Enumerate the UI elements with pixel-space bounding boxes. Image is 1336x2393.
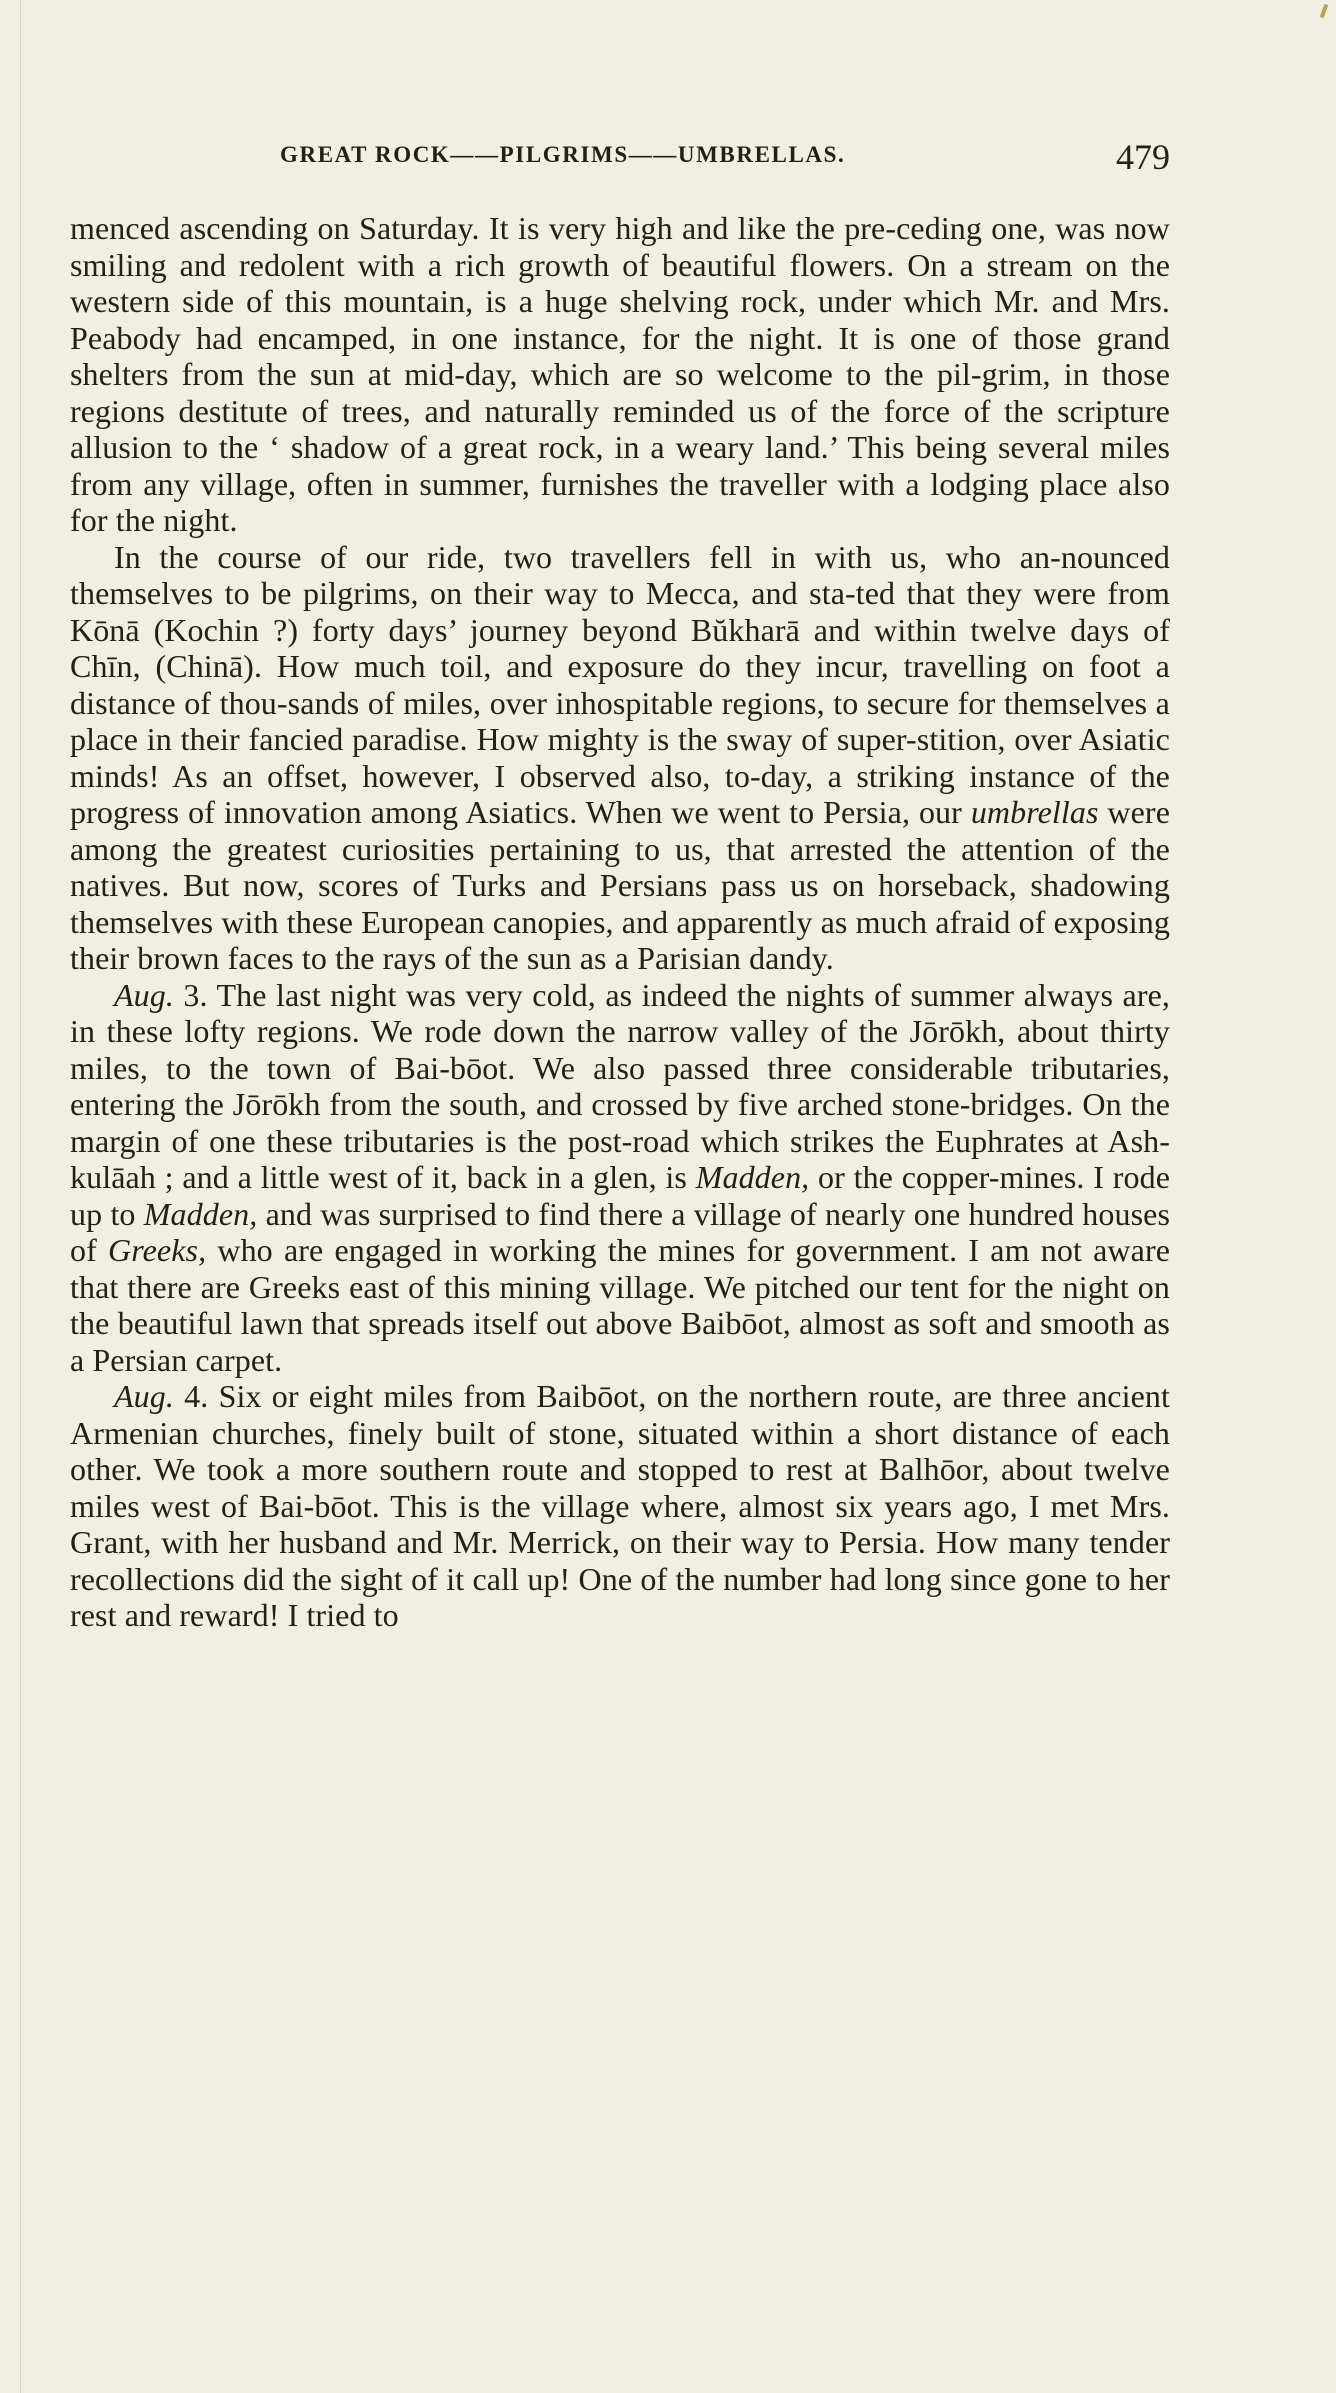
paragraph-2-text-b: were among the greatest curiosities pertaining to us, that arrested the attention of the natives. But now, scores of Turks and Persians pass us on horseback, shadowing themselves with these European canopies, and apparently as much afraid of exposing their brown faces to the rays of the sun as a Parisian dandy. [70,794,1170,976]
madden-italic-1: Madden, [695,1159,810,1195]
page-number: 479 [1116,137,1170,177]
running-title: GREAT ROCK——PILGRIMS——UMBRELLAS. [280,142,846,167]
madden-italic-2: Madden, [143,1195,258,1232]
umbrellas-italic: umbrellas [970,794,1099,830]
aug-3-text-a: 3. The last night was very cold, as indeed the nights of summer always are, in these lofty regions. We rode down the narrow valley of the Jōrōkh, about thirty miles, to the town of Bai-bōot. We also passed three considerable tributaries, entering the Jōrōkh from the south, and crossed by five arched stone-bridges. On the margin of one these tributaries is the post-road which strikes the Euphrates at Ash-kulāah ; and a little west of it, back in a glen, is [70,976,1171,1195]
greeks-italic: Greeks, [108,1232,207,1268]
date-aug-3: Aug. [114,976,174,1013]
aug-3-text-c: and was surprised to find there a village of nearly one hundred houses of [70,1195,1171,1268]
aug-4-text: 4. Six or eight miles from Baibōot, on the northern route, are three ancient Armenian churches, finely built of stone, situated within a short distance of each other. We took a more southern route and stopped to rest at Balhōor, about twelve miles west of Bai-bōot. This is the village where, almost six years ago, I met Mrs. Grant, with her husband and Mr. Merrick, on their way to Persia. How many tender recollections did the sight of it call up! One of the number had long since gone to her rest and reward! I tried to [70,1378,1170,1633]
paragraph-1: menced ascending on Saturday. It is very high and like the pre-ceding one, was now smiling and redolent with a rich growth of beautiful flowers. On a stream on the western side of this mountain, is a huge shelving rock, under which Mr. and Mrs. Peabody had encamped, in one instance, for the night. It is one of those grand shelters from the sun at mid-day, which are so welcome to the pil-grim, in those regions destitute of trees, and naturally reminded us of the force of the scripture allusion to the ‘ shadow of a great rock, in a weary land.’ This being several miles from any village, often in summer, furnishes the traveller with a lodging place also for the night. [70,210,1170,538]
aug-3-text-d: who are engaged in working the mines for government. I am not aware that there are Greeks east of this mining village. We pitched our tent for the night on the beautiful lawn that spreads itself out above Baibōot, almost as soft and smooth as a Persian carpet. [70,1232,1171,1378]
paragraph-aug-4 [70,1378,1170,1634]
date-aug-4: Aug. [114,1378,174,1414]
paragraph-aug-3 [70,977,1170,1379]
body-text [70,210,1170,1634]
paragraph-2-text-a: In the course of our ride, two travellers fell in with us, who an-nounced themselves to be pilgrims, on their way to Mecca, and sta-ted that they were from Kōnā (Kochin ?) forty days’ journey beyond Bŭkharā and within twelve days of Chīn, (Chinā). How much toil, and exposure do they incur, travelling on foot a distance of thou-sands of miles, over inhospitable regions, to secure for themselves a place in their fancied paradise. How mighty is the sway of super-stition, over Asiatic minds! As an offset, however, I observed also, to-day, a striking instance of the progress of innovation among Asiatics. When we went to Persia, our [70,538,1170,830]
aug-3-text-b: or the copper-mines. I rode up to [70,1159,1170,1232]
running-head [70,136,1170,176]
paragraph-2 [70,539,1170,977]
